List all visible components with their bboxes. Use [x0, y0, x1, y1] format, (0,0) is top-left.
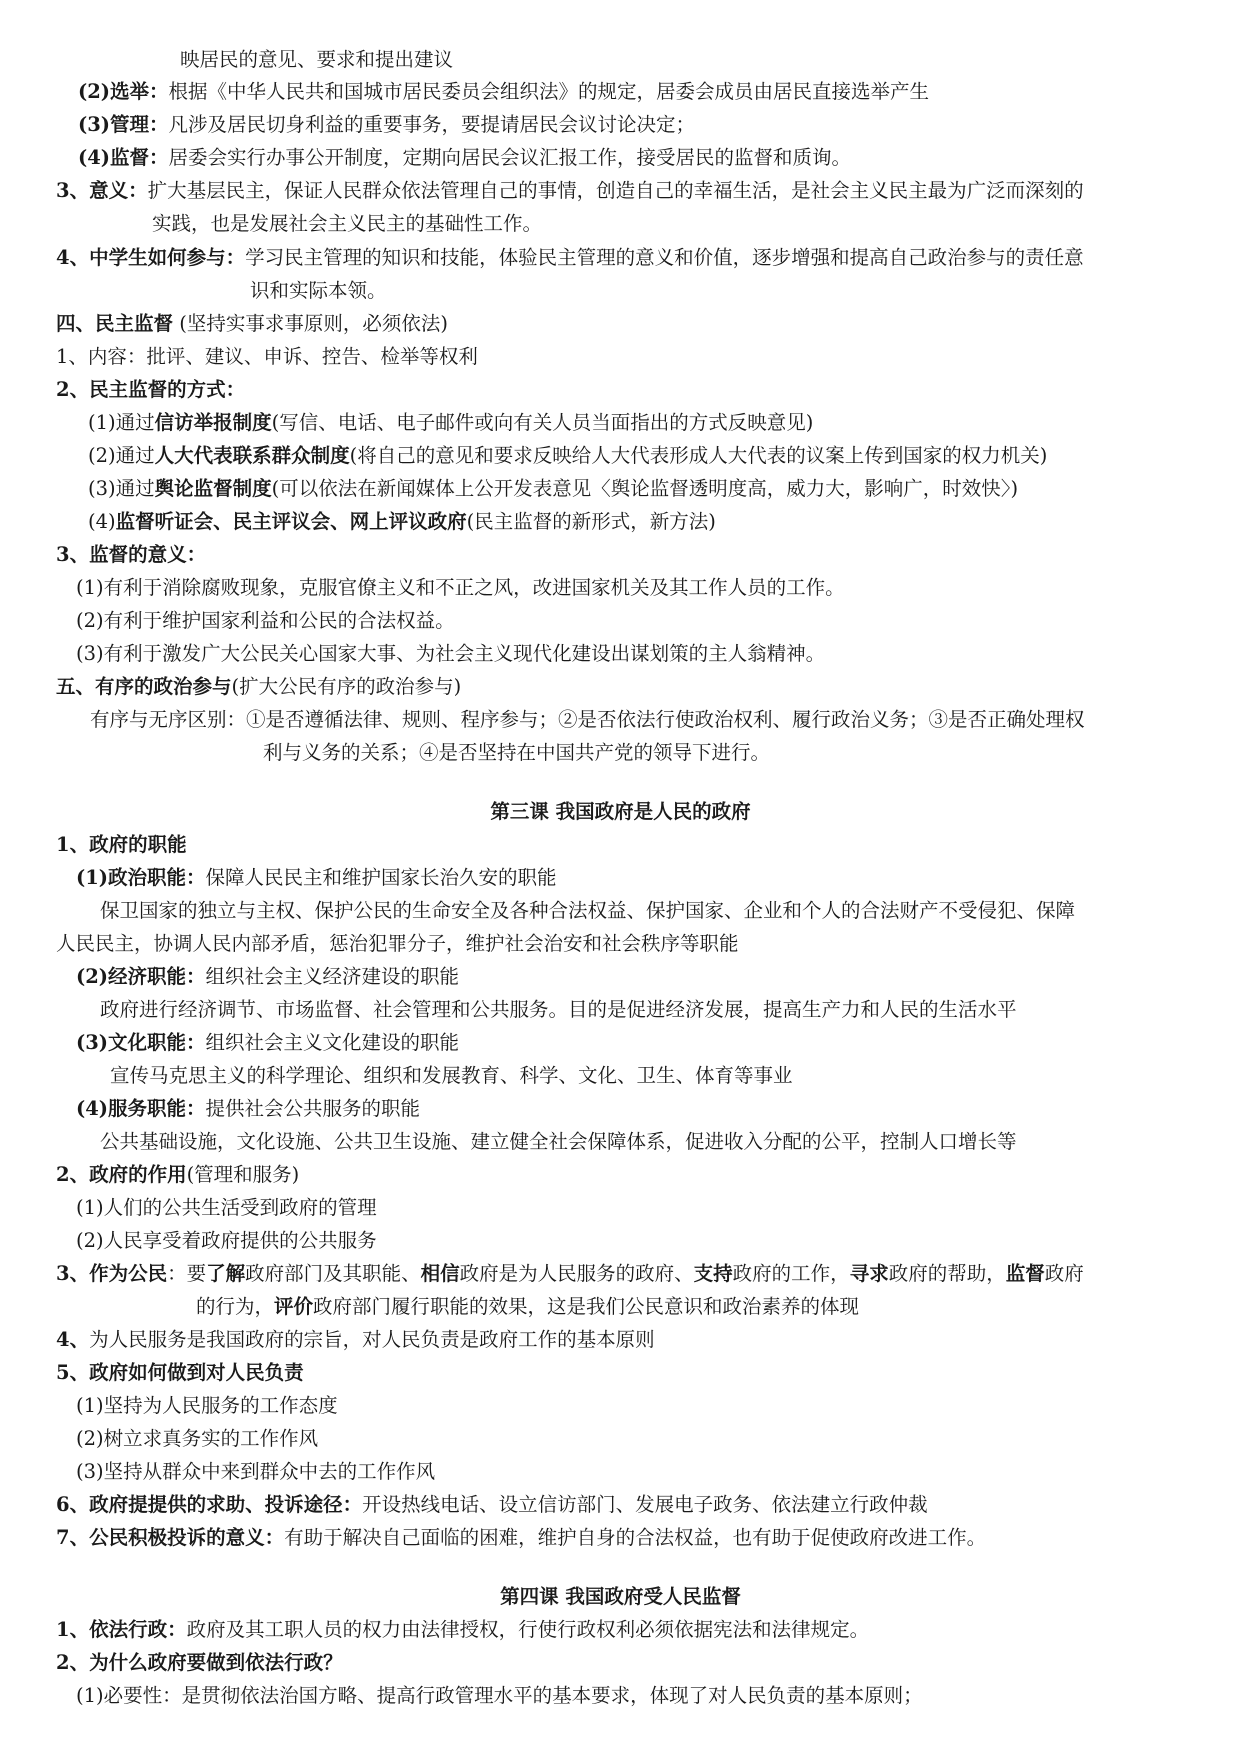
text-line: (2)树立求真务实的工作作风: [76, 1427, 319, 1450]
text-line: 4、为人民服务是我国政府的宗旨，对人民负责是政府工作的基本原则: [56, 1328, 655, 1351]
text-line: (1)坚持为人民服务的工作态度: [76, 1394, 338, 1417]
text-line: (1)有利于消除腐败现象，克服官僚主义和不正之风，改进国家机关及其工作人员的工作。: [76, 576, 845, 599]
lesson-title: 第四课 我国政府受人民监督: [500, 1585, 741, 1608]
text-line: 3、监督的意义：: [56, 543, 207, 566]
text-line: (3)有利于激发广大公民关心国家大事、为社会主义现代化建设出谋划策的主人翁精神。: [76, 642, 826, 665]
lesson-title: 第三课 我国政府是人民的政府: [490, 800, 751, 823]
text-line: 1、依法行政：政府及其工职人员的权力由法律授权，行使行政权利必须依据宪法和法律规定。: [56, 1618, 870, 1641]
text-line: 2、民主监督的方式：: [56, 378, 246, 401]
text-line: 4、中学生如何参与：学习民主管理的知识和技能，体验民主管理的意义和价值，逐步增强和提高自己政治参与的责任意: [56, 246, 1084, 269]
text-line: (4)服务职能：提供社会公共服务的职能: [76, 1097, 421, 1120]
text-line: 有序与无序区别：①是否遵循法律、规则、程序参与；②是否依法行使政治权利、履行政治义务；③是否正确处理权: [90, 708, 1085, 731]
text-line: (3)管理：凡涉及居民切身利益的重要事务，要提请居民会议讨论决定；: [78, 113, 696, 136]
text-line: (2)人民享受着政府提供的公共服务: [76, 1229, 377, 1252]
text-line: 保卫国家的独立与主权、保护公民的生命安全及各种合法权益、保护国家、企业和个人的合法财产不受侵犯、保障: [100, 899, 1076, 922]
text-line: (1)政治职能：保障人民民主和维护国家长治久安的职能: [76, 866, 557, 889]
text-line: (1)通过信访举报制度(写信、电话、电子邮件或向有关人员当面指出的方式反映意见): [88, 411, 814, 434]
text-line: (4)监督：居委会实行办事公开制度，定期向居民会议汇报工作，接受居民的监督和质询。: [78, 146, 852, 169]
text-line: (2)通过人大代表联系群众制度(将自己的意见和要求反映给人大代表形成人大代表的议案上传到国家的权力机关): [88, 444, 1048, 467]
text-line: 2、为什么政府要做到依法行政？: [56, 1651, 343, 1674]
text-line: 3、作为公民：要了解政府部门及其职能、相信政府是为人民服务的政府、支持政府的工作，寻求政府的帮助，监督政府: [56, 1262, 1084, 1285]
text-line: (2)选举：根据《中华人民共和国城市居民委员会组织法》的规定，居委会成员由居民直接选举产生: [78, 80, 930, 103]
text-line: 实践，也是发展社会主义民主的基础性工作。: [152, 212, 543, 235]
section-heading: 四、民主监督 (坚持实事求事原则，必须依法): [56, 312, 448, 335]
text-line: 3、意义：扩大基层民主，保证人民群众依法管理自己的事情，创造自己的幸福生活，是社会主义民主最为广泛而深刻的: [56, 179, 1084, 202]
text-line: 利与义务的关系；④是否坚持在中国共产党的领导下进行。: [263, 741, 771, 764]
text-line: 的行为，评价政府部门履行职能的效果，这是我们公民意识和政治素养的体现: [196, 1295, 860, 1318]
text-line: (1)必要性：是贯彻依法治国方略、提高行政管理水平的基本要求，体现了对人民负责的基本原则；: [76, 1684, 923, 1707]
text-line: (3)文化职能：组织社会主义文化建设的职能: [76, 1031, 460, 1054]
text-line: (3)坚持从群众中来到群众中去的工作作风: [76, 1460, 436, 1483]
text-line: 5、政府如何做到对人民负责: [56, 1361, 304, 1384]
text-line: 人民民主，协调人民内部矛盾，惩治犯罪分子，维护社会治安和社会秩序等职能: [56, 932, 739, 955]
text-line: 政府进行经济调节、市场监督、社会管理和公共服务。目的是促进经济发展，提高生产力和人民的生活水平: [100, 998, 1017, 1021]
text-line: 映居民的意见、要求和提出建议: [180, 48, 454, 71]
text-line: (4)监督听证会、民主评议会、网上评议政府(民主监督的新形式，新方法): [88, 510, 716, 533]
section-heading: 五、有序的政治参与(扩大公民有序的政治参与): [56, 675, 462, 698]
text-line: (2)有利于维护国家利益和公民的合法权益。: [76, 609, 455, 632]
text-line: 识和实际本领。: [250, 279, 387, 302]
text-line: 2、政府的作用(管理和服务): [56, 1163, 300, 1186]
text-line: (1)人们的公共生活受到政府的管理: [76, 1196, 377, 1219]
text-line: 6、政府提提供的求助、投诉途径：开设热线电话、设立信访部门、发展电子政务、依法建立行政仲裁: [56, 1493, 928, 1516]
text-line: 公共基础设施，文化设施、公共卫生设施、建立健全社会保障体系，促进收入分配的公平，控制人口增长等: [100, 1130, 1017, 1153]
text-line: 1、政府的职能: [56, 833, 187, 856]
text-line: 1、内容：批评、建议、申诉、控告、检举等权利: [56, 345, 478, 368]
text-line: (2)经济职能：组织社会主义经济建设的职能: [76, 965, 460, 988]
text-line: (3)通过舆论监督制度(可以依法在新闻媒体上公开发表意见〈舆论监督透明度高，威力大，影响广，时效快〉): [88, 477, 1019, 500]
text-line: 7、公民积极投诉的意义：有助于解决自己面临的困难，维护自身的合法权益，也有助于促使政府改进工作。: [56, 1526, 987, 1549]
text-line: 宣传马克思主义的科学理论、组织和发展教育、科学、文化、卫生、体育等事业: [110, 1064, 793, 1087]
